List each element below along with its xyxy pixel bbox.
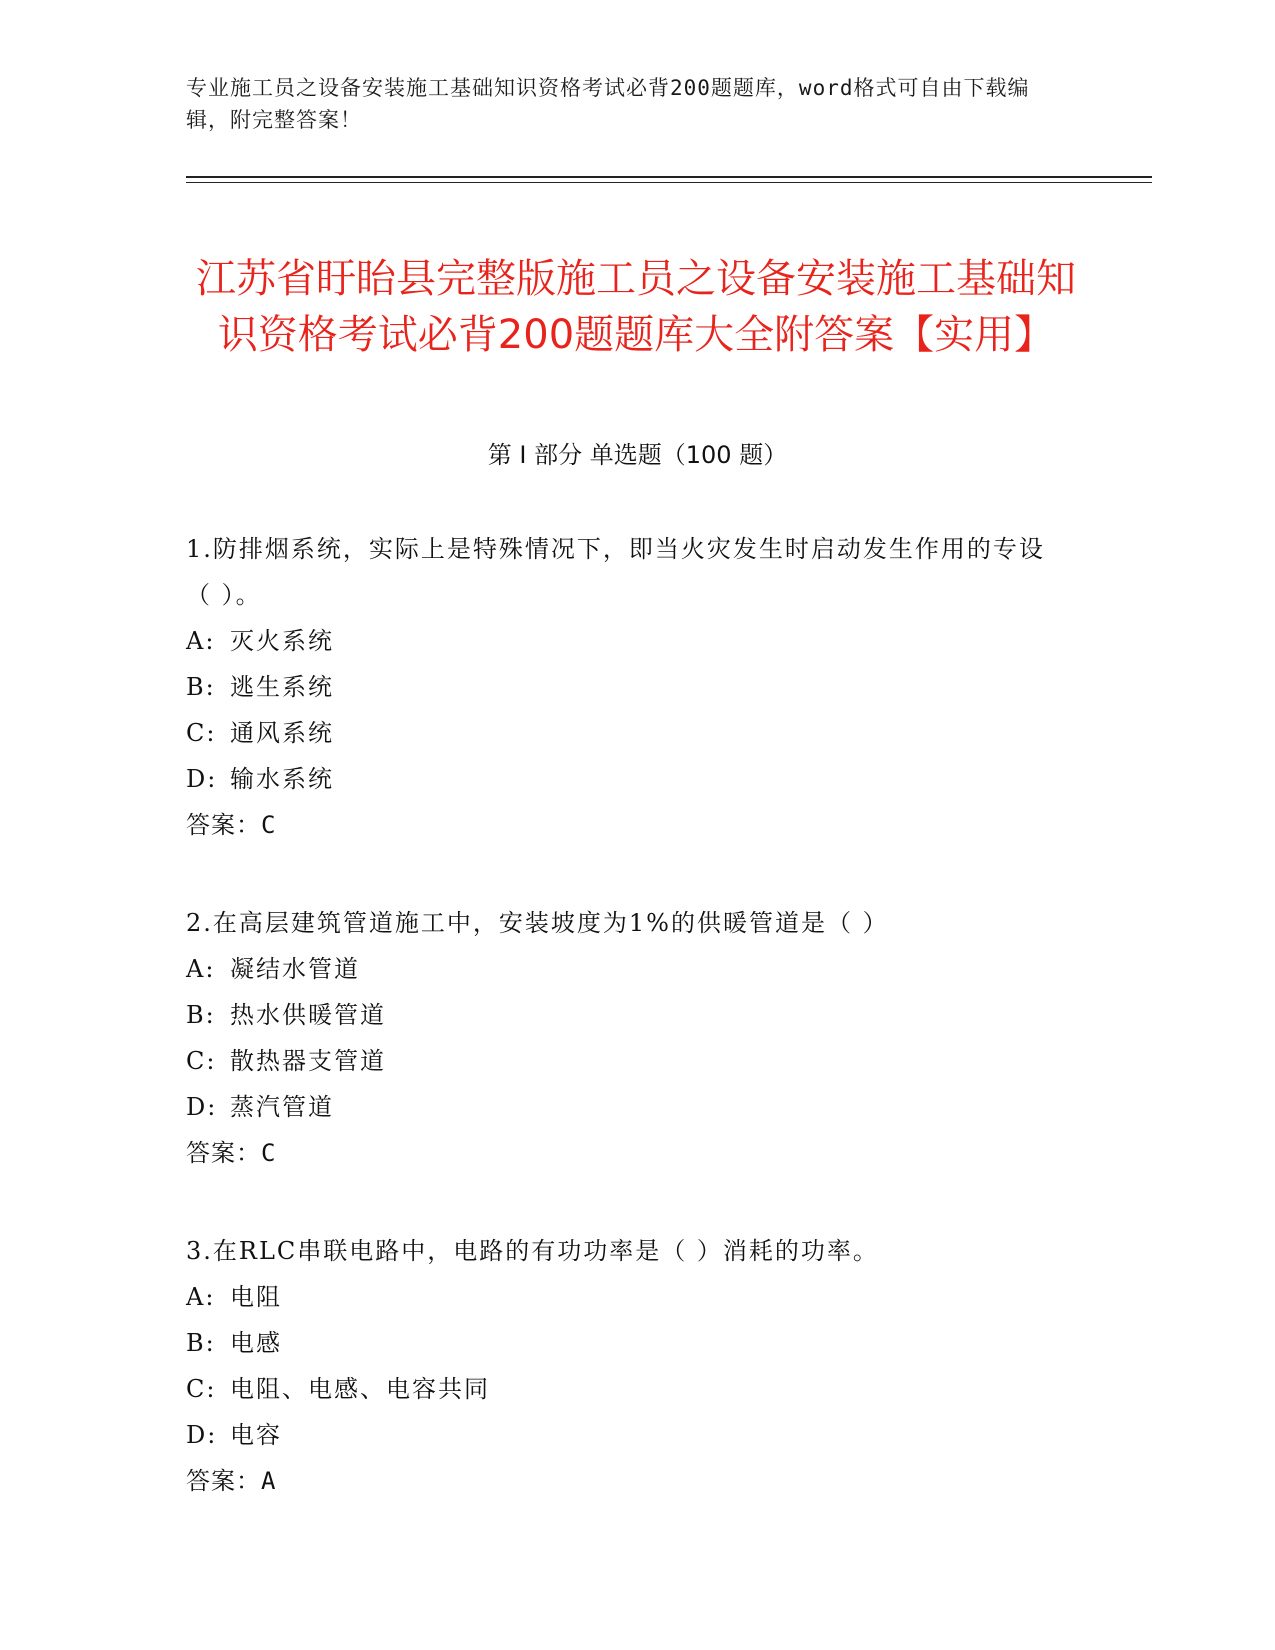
option-key: D: [186, 1093, 218, 1121]
answer-line [186, 1130, 1066, 1176]
option-text: 通风系统 [230, 719, 334, 747]
option-text: 输水系统 [230, 765, 334, 793]
answer-label: 答案： [186, 811, 261, 839]
option-key: B: [186, 1329, 216, 1357]
option-key: C: [186, 719, 217, 747]
header-divider-thick [186, 176, 1152, 178]
option-key: A: [186, 627, 216, 655]
option-key: D: [186, 1421, 218, 1449]
answer-label: 答案： [186, 1467, 261, 1495]
option-text: 蒸汽管道 [230, 1093, 334, 1121]
option-b [186, 992, 1066, 1038]
section-heading: 第 I 部分 单选题（100 题） [487, 441, 788, 469]
question-text: 2.在高层建筑管道施工中，安装坡度为1%的供暖管道是（ ） [186, 909, 889, 937]
question-list [186, 526, 1066, 1556]
option-text: 电容 [230, 1421, 282, 1449]
option-d [186, 1412, 1066, 1458]
option-key: A: [186, 1283, 216, 1311]
option-key: C: [186, 1375, 217, 1403]
option-a [186, 618, 1066, 664]
option-a [186, 1274, 1066, 1320]
option-key: A: [186, 955, 216, 983]
header-divider-thin [186, 182, 1152, 183]
option-text: 热水供暖管道 [230, 1001, 386, 1029]
question-3 [186, 1228, 1066, 1504]
option-key: B: [186, 673, 216, 701]
option-text: 电阻 [230, 1283, 282, 1311]
option-a [186, 946, 1066, 992]
option-text: 电阻、电感、电容共同 [230, 1375, 490, 1403]
answer-line [186, 802, 1066, 848]
option-key: C: [186, 1047, 217, 1075]
option-text: 逃生系统 [230, 673, 334, 701]
answer-label: 答案： [186, 1139, 261, 1167]
answer-value: C [261, 1139, 277, 1167]
option-d [186, 1084, 1066, 1130]
option-d [186, 756, 1066, 802]
document-title: 江苏省盱眙县完整版施工员之设备安装施工基础知识资格考试必背200题题库大全附答案【实用】 [196, 255, 1076, 358]
option-b [186, 1320, 1066, 1366]
option-b [186, 664, 1066, 710]
answer-value: C [261, 811, 277, 839]
answer-value: A [261, 1467, 277, 1495]
question-2 [186, 900, 1066, 1176]
option-text: 电感 [230, 1329, 282, 1357]
question-1 [186, 526, 1066, 848]
option-text: 凝结水管道 [230, 955, 360, 983]
option-text: 灭火系统 [230, 627, 334, 655]
question-text: 3.在RLC串联电路中，电路的有功功率是（ ）消耗的功率。 [186, 1237, 879, 1265]
option-text: 散热器支管道 [230, 1047, 386, 1075]
option-key: D: [186, 765, 218, 793]
option-c [186, 710, 1066, 756]
header-note: 专业施工员之设备安装施工基础知识资格考试必背200题题库，word格式可自由下载编辑，附完整答案！ [186, 76, 1030, 132]
answer-line [186, 1458, 1066, 1504]
question-text: 1.防排烟系统，实际上是特殊情况下，即当火灾发生时启动发生作用的专设（ ）。 [186, 535, 1045, 609]
option-c [186, 1038, 1066, 1084]
option-key: B: [186, 1001, 216, 1029]
option-c [186, 1366, 1066, 1412]
